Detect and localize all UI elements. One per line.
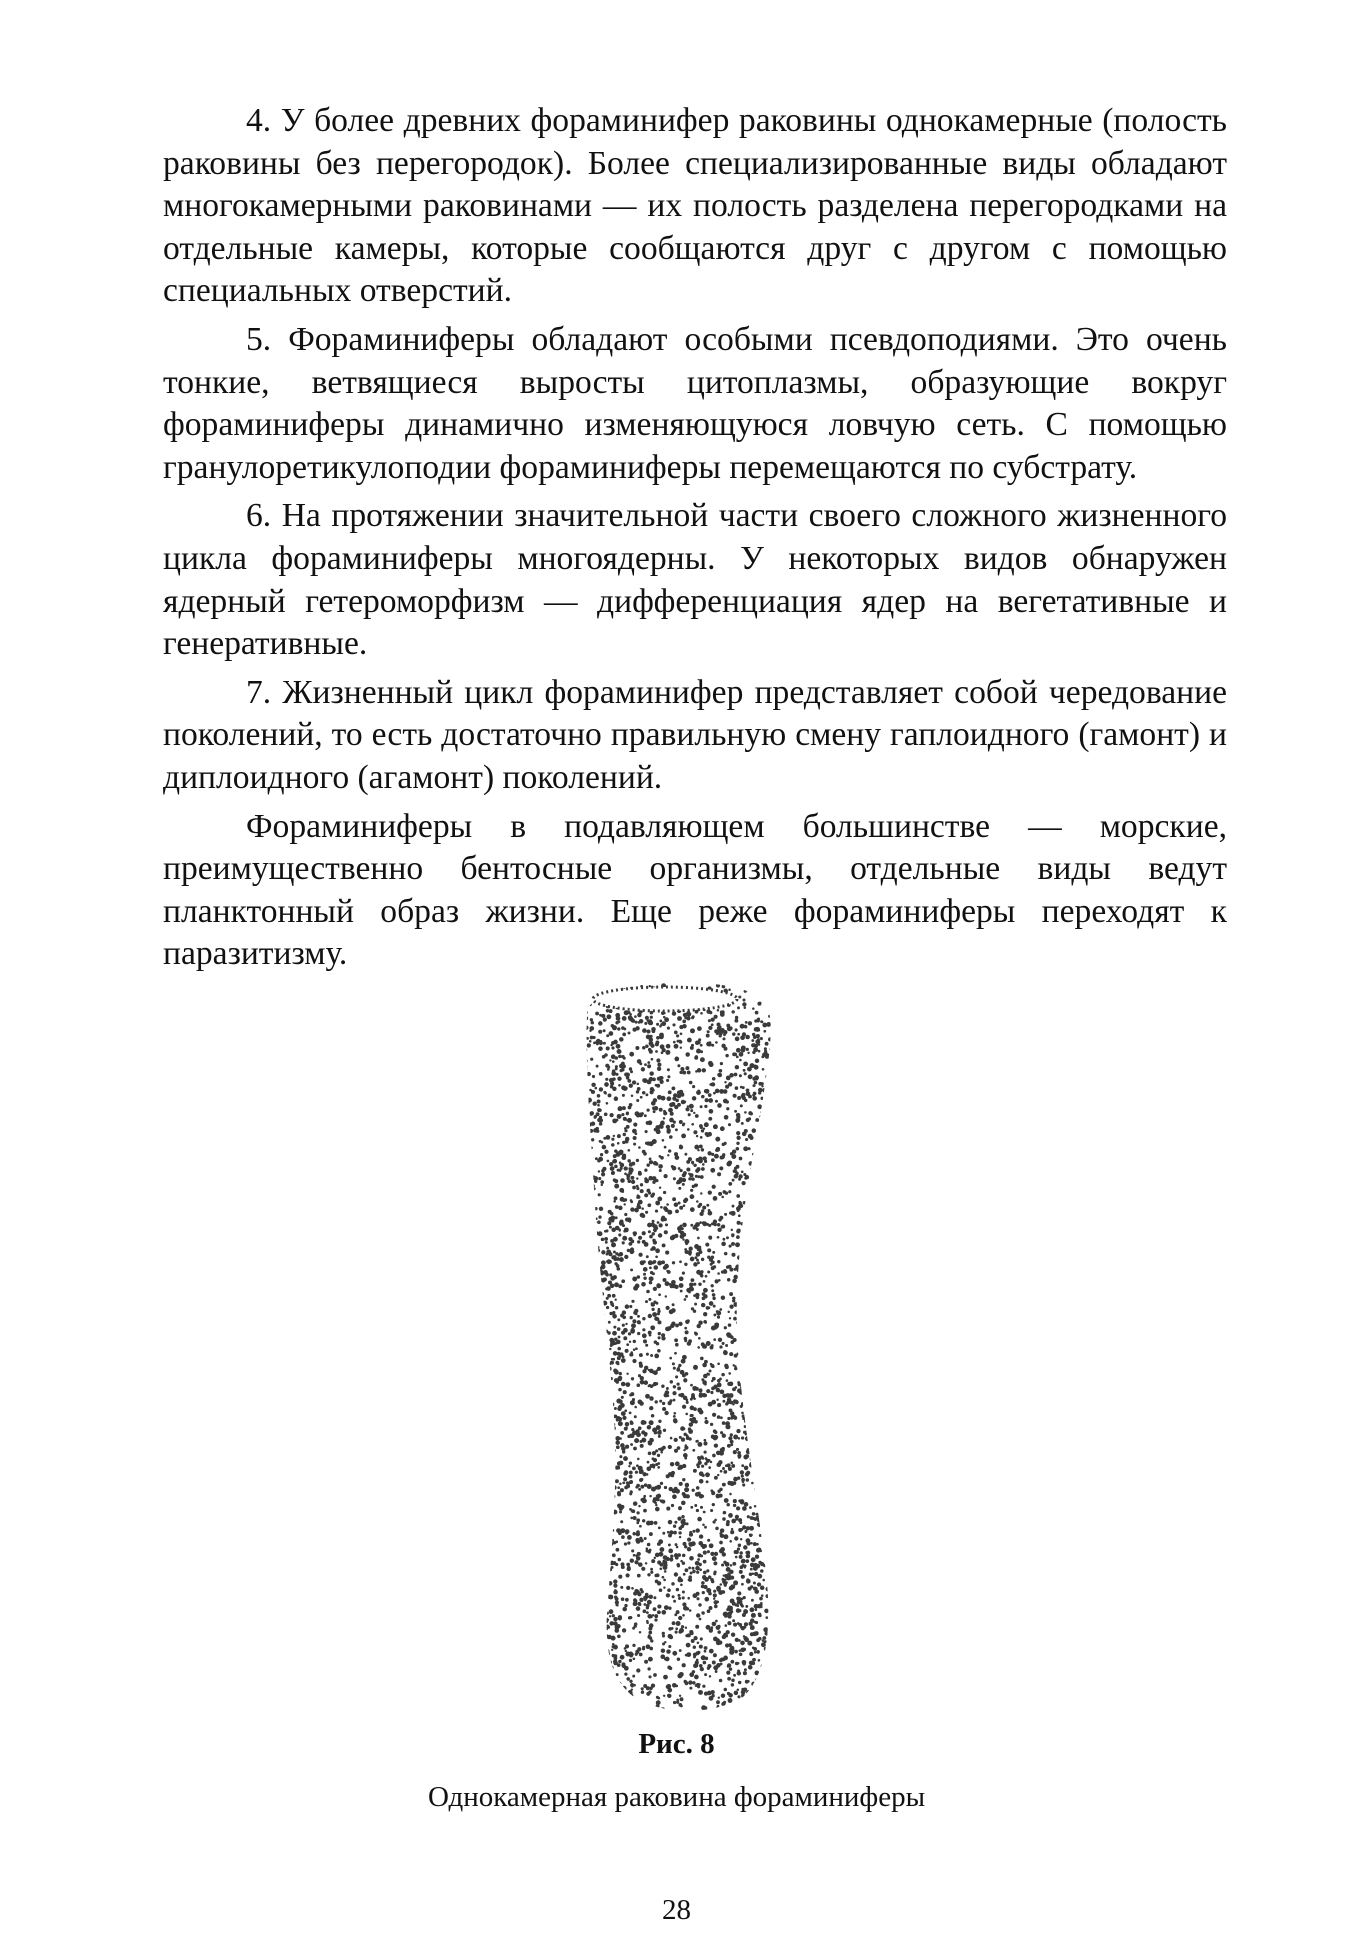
paragraph-point-5: 5. Фораминиферы обладают особыми псевдоподиями. Это очень тонкие, ветвящиеся выросты цитоплазмы, образующие вокруг фораминиферы динамично изменяющуюся ловчую сеть. С помощью гранулоретикулоподии фораминиферы перемещаются по субстрату. — [163, 320, 1227, 486]
figure-caption: Однокамерная раковина фораминиферы — [427, 1781, 926, 1813]
page-number: 28 — [662, 1894, 691, 1926]
figure-label: Рис. 8 — [638, 1728, 715, 1760]
stippled-shell-drawing — [575, 975, 790, 1710]
foraminifera-shell-illustration — [575, 975, 790, 1710]
aperture-opening — [593, 987, 737, 1011]
paragraph-point-4: 4. У более древних фораминифер раковины однокамерные (полость раковины без перегородок). Более специализированные виды обладают многокамерными раковинами — их полость разделена перегородками на отдельные камеры, которые сообщаются друг с другом с помощью специальных отверстий. — [163, 102, 1227, 310]
paragraph-point-6: 6. На протяжении значительной части своего сложного жизненного цикла фораминиферы многоядерны. У некоторых видов обнаружен ядерный гетероморфизм — дифференциация ядер на вегетативные и генеративные. — [163, 497, 1227, 663]
paragraph-habitat: Фораминиферы в подавляющем большинстве — морские, преимущественно бентосные организмы, отдельные виды ведут планктонный образ жизни. Еще реже фораминиферы переходят к паразитизму. — [163, 807, 1227, 973]
body-text — [163, 100, 1227, 976]
paragraph-point-7: 7. Жизненный цикл фораминифер представляет собой чередование поколений, то есть достаточно правильную смену гаплоидного (гамонт) и диплоидного (агамонт) поколений. — [163, 673, 1227, 796]
